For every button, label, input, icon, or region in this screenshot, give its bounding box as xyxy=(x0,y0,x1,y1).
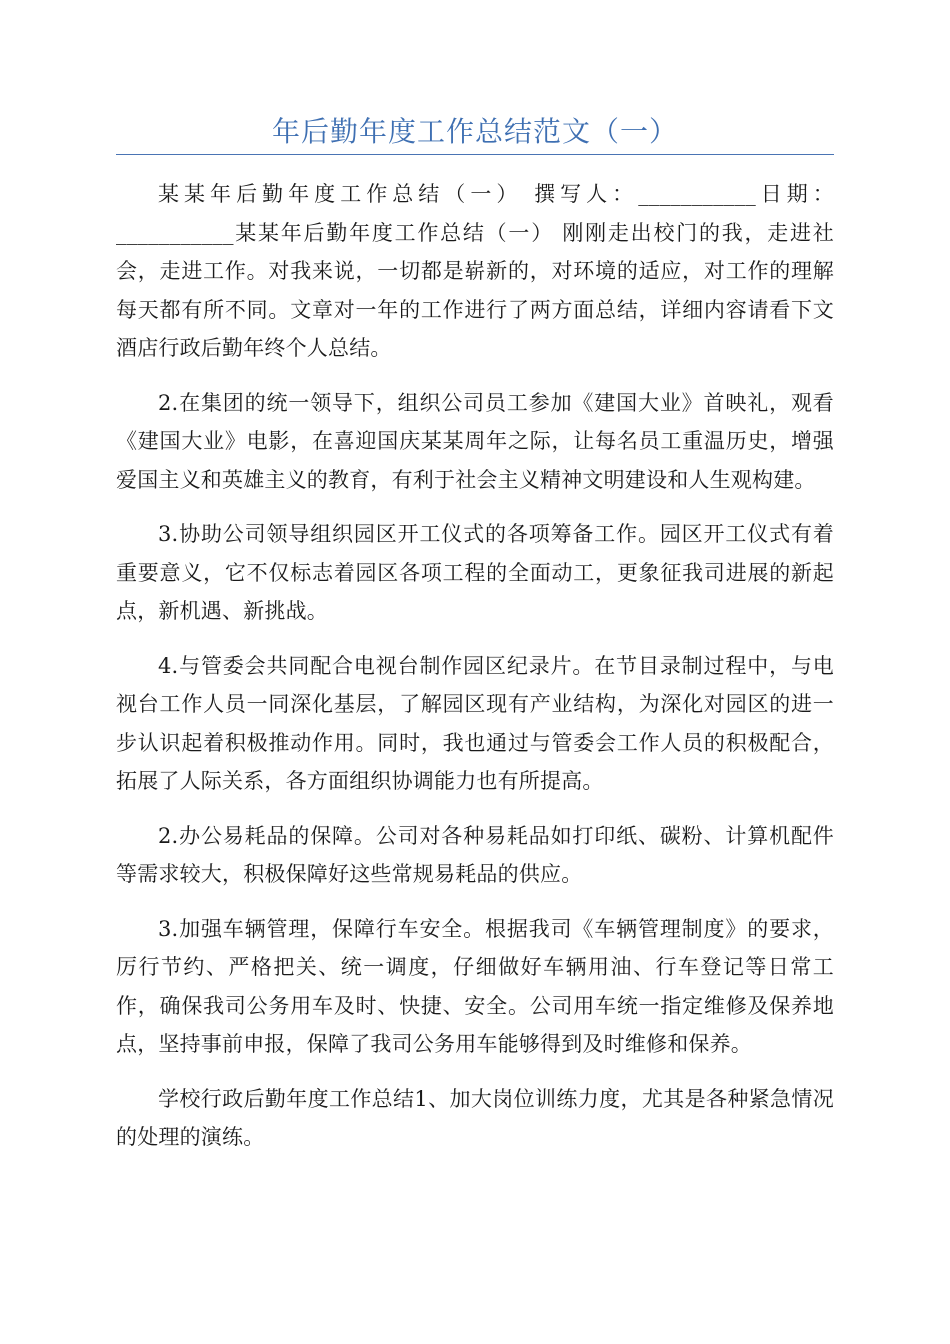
document-body xyxy=(116,175,834,1173)
paragraph-2: 2.在集团的统一领导下，组织公司员工参加《建国大业》首映礼，观看《建国大业》电影，在喜迎国庆某某周年之际，让每名员工重温历史，增强爱国主义和英雄主义的教育，有利于社会主义精神文明建设和人生观构建。 xyxy=(116,390,834,492)
title-underline xyxy=(116,154,834,155)
document-title: 年后勤年度工作总结范文（一） xyxy=(271,115,678,148)
paragraph-3: 3.协助公司领导组织园区开工仪式的各项筹备工作。园区开工仪式有着重要意义，它不仅标志着园区各项工程的全面动工，更象征我司进展的新起点，新机遇、新挑战。 xyxy=(116,522,834,623)
paragraph-4: 4.与管委会共同配合电视台制作园区纪录片。在节目录制过程中，与电视台工作人员一同深化基层，了解园区现有产业结构，为深化对园区的进一步认识起着积极推动作用。同时，我也通过与管委会工作人员的积极配合，拓展了人际关系，各方面组织协调能力也有所提高。 xyxy=(116,653,834,793)
paragraph-7: 学校行政后勤年度工作总结1、加大岗位训练力度，尤其是各种紧急情况的处理的演练。 xyxy=(116,1086,834,1149)
paragraph-6: 3.加强车辆管理，保障行车安全。根据我司《车辆管理制度》的要求，厉行节约、严格把关、统一调度，仔细做好车辆用油、行车登记等日常工作，确保我司公务用车及时、快捷、安全。公司用车统一指定维修及保养地点，坚持事前申报，保障了我司公务用车能够得到及时维修和保养。 xyxy=(116,916,834,1056)
paragraph-1: 某某年后勤年度工作总结（一） 撰写人：___________日期：___________某某年后勤年度工作总结（一） 刚刚走出校门的我，走进社会，走进工作。对我来说，一切都是崭新的，对环境的适应，对工作的理解每天都有所不同。文章对一年的工作进行了两方面总结，详细内容请看下文酒店行政后勤年终个人总结。 xyxy=(116,182,834,360)
paragraph-5: 2.办公易耗品的保障。公司对各种易耗品如打印纸、碳粉、计算机配件等需求较大，积极保障好这些常规易耗品的供应。 xyxy=(116,823,834,886)
